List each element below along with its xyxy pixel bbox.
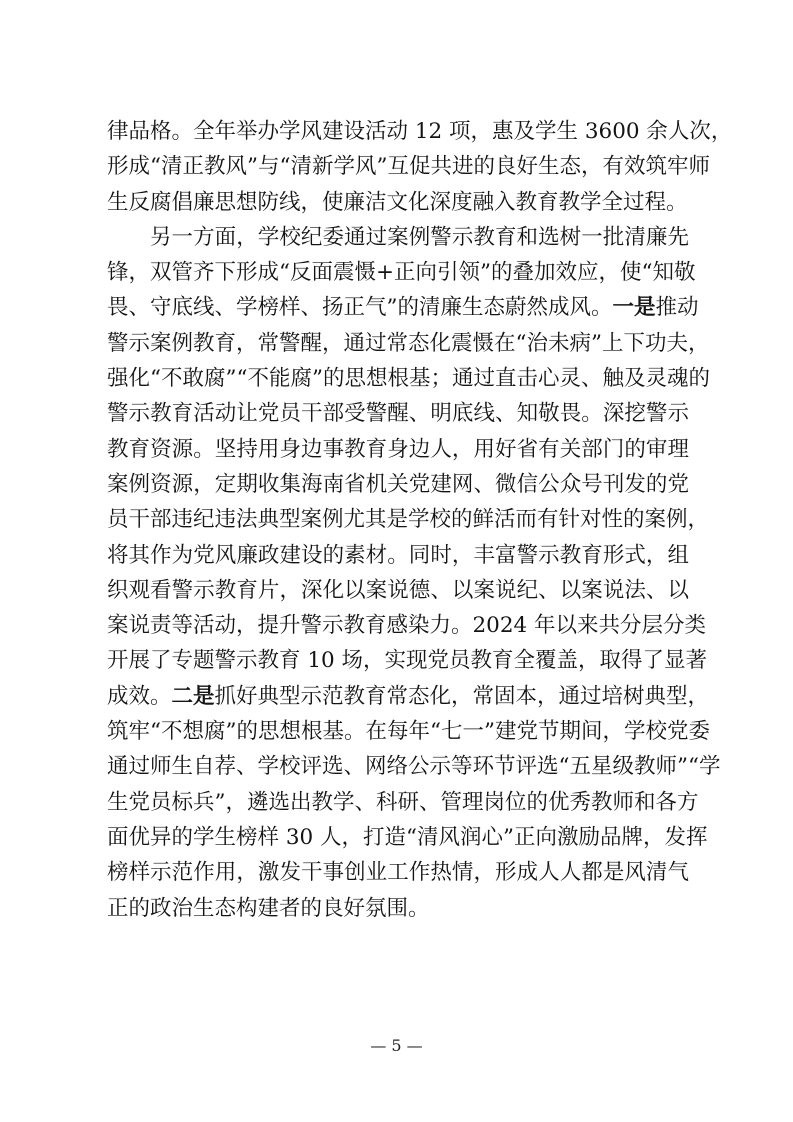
text-line: 案例资源，定期收集海南省机关党建网、微信公众号刊发的党 [107,471,689,497]
text-line: 警示案例教育，常警醒，通过常态化震慑在“治未病”上下功夫， [107,330,710,356]
paragraph-1 [107,114,733,220]
text-line: 形成“清正教风”与“清新学风”互促共进的良好生态，有效筑牢师 [107,154,710,180]
text-line: 织观看警示教育片，深化以案说德、以案说纪、以案说法、以 [107,577,689,603]
text-line: 成效。二是抓好典型示范教育常态化，常固本，通过培树典型， [107,683,710,709]
text-line: 案说责等活动，提升警示教育感染力。2024 年以来共分层分类 [107,613,707,639]
text-line: 通过师生自荐、学校评选、网络公示等环节评选“五星级教师”“学 [107,754,721,780]
text-line: 员干部违纪违法典型案例尤其是学校的鲜活而有针对性的案例， [107,507,710,533]
text-line: 开展了专题警示教育 10 场，实现党员教育全覆盖，取得了显著 [107,648,708,674]
text-line: 另一方面，学校纪委通过案例警示教育和选树一批清廉先 [150,224,689,250]
text-line: 畏、守底线、学榜样、扬正气”的清廉生态蔚然成风。一是推动 [107,295,699,321]
text-line: 强化“不敢腐”“不能腐”的思想根基；通过直击心灵、触及灵魂的 [107,366,710,392]
text-line: 警示教育活动让党员干部受警醒、明底线、知敬畏。深挖警示 [107,401,689,427]
text-line: 正的政治生态构建者的良好氛围。 [107,895,430,921]
paragraph-2 [107,220,721,926]
text-line: 生反腐倡廉思想防线，使廉洁文化深度融入教育教学全过程。 [107,189,688,215]
document-body [107,114,733,926]
emphasis-first-point: 一是 [612,295,656,321]
text-line: 筑牢“不想腐”的思想根基。在每年“七一”建党节期间，学校党委 [107,719,710,745]
text-line: 将其作为党风廉政建设的素材。同时，丰富警示教育形式，组 [107,542,689,568]
text-line: 律品格。全年举办学风建设活动 12 项，惠及学生 3600 余人次， [107,119,733,144]
text-line: 教育资源。坚持用身边事教育身边人，用好省有关部门的审理 [107,436,689,462]
text-line: 面优异的学生榜样 30 人，打造“清风润心”正向激励品牌，发挥 [107,824,708,850]
text-line: 生党员标兵”，遴选出教学、科研、管理岗位的优秀教师和各方 [107,789,699,815]
page-number: — 5 — [370,1036,423,1055]
text-line: 榜样示范作用，激发干事创业工作热情，形成人人都是风清气 [107,860,689,886]
text-line: 锋，双管齐下形成“反面震慑+正向引领”的叠加效应，使“知敬 [107,260,696,286]
emphasis-second-point: 二是 [171,683,215,709]
